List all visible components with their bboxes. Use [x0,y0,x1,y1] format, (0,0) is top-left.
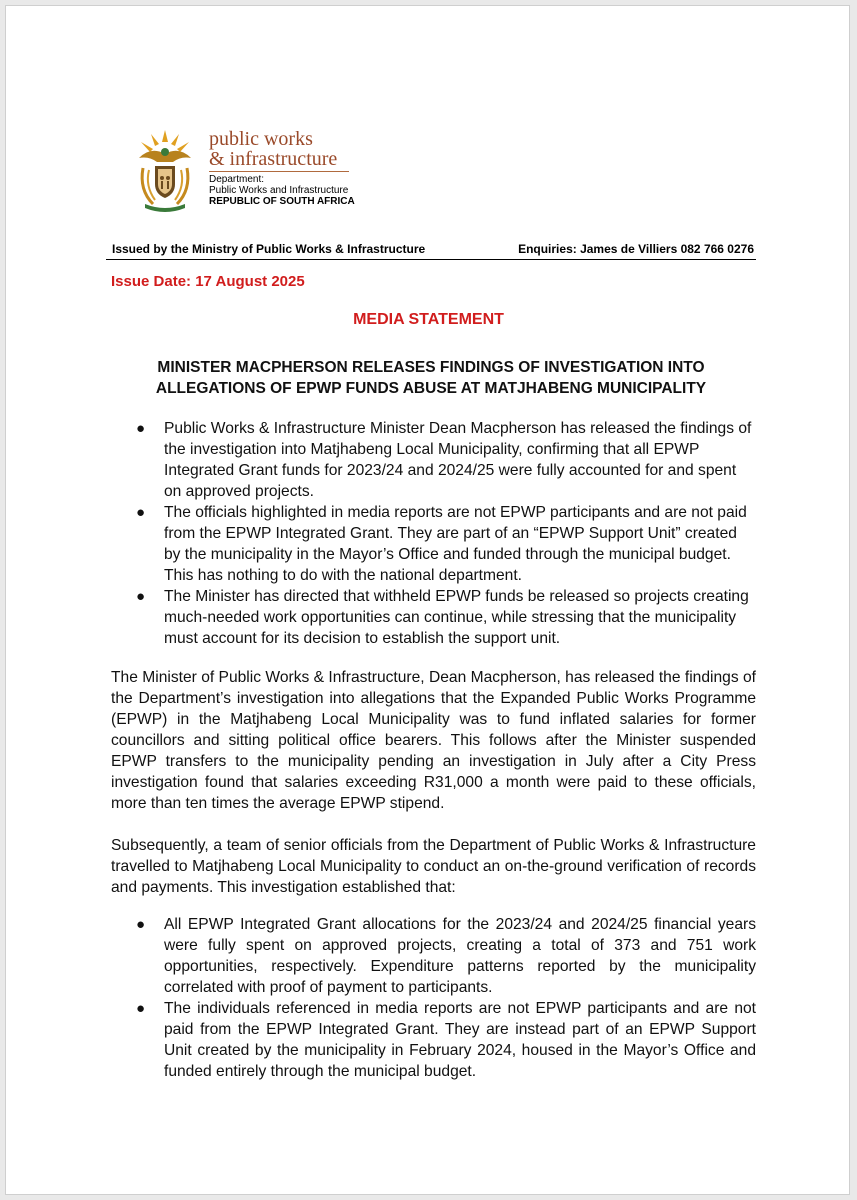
body-paragraph: Subsequently, a team of senior officials from the Department of Public Works & Infrastructure travelled to Matjhabeng Local Municipality to conduct an on-the-ground verification of records and payments. This investigation established that: [111,837,756,896]
bullet-icon: ● [136,420,146,437]
bullet-icon: ● [136,504,146,521]
issue-date: Issue Date: 17 August 2025 [111,273,305,290]
bullet-icon: ● [136,1000,146,1017]
brand-name-line1: public works [209,128,313,150]
issued-by-bar [106,240,756,260]
country-name: REPUBLIC OF SOUTH AFRICA [209,196,355,207]
list-item [111,502,756,586]
department-name: Public Works and Infrastructure [209,185,349,196]
list-item [111,586,756,649]
bullet-icon: ● [136,916,146,933]
media-statement-label: MEDIA STATEMENT [353,311,504,328]
issued-by-text: Issued by the Ministry of Public Works & Infrastructure [112,242,426,256]
list-item [111,914,756,998]
brand-name-line2: & infrastructure [209,148,338,170]
enquiries-text: Enquiries: James de Villiers 082 766 0276 [518,242,754,256]
document-page [5,5,850,1195]
brand-divider [209,171,349,172]
findings-bullets [111,914,756,1082]
bullet-text: All EPWP Integrated Grant allocations for the 2023/24 and 2024/25 financial years were fully spent on approved projects, creating a total of 373 and 751 work opportunities, respectively. Expenditure patterns reported by the municipality correlated with proof of payment to participants. [164,916,756,996]
header-rule [106,259,756,260]
body-paragraph: The Minister of Public Works & Infrastructure, Dean Macpherson, has released the findings of the Department’s investigation into allegations that the Expanded Public Works Programme (EPWP) in the Matjhabeng Local Municipality was to fund inflated salaries for former councillors and sitting political office bearers. This follows after the Minister suspended EPWP transfers to the municipality pending an investigation in July after a City Press investigation found that salaries exceeding R31,000 a month were paid to these officials, more than ten times the average EPWP stipend. [111,669,756,812]
bullet-text: Public Works & Infrastructure Minister Dean Macpherson has released the findings of the investigation into Matjhabeng Local Municipality, confirming that all EPWP Integrated Grant funds for 2023/24 and 2024/25 were fully accounted for and spent on approved projects. [164,420,752,500]
department-label: Department: [209,174,265,185]
department-logo [131,126,391,221]
headline: MINISTER MACPHERSON RELEASES FINDINGS OF INVESTIGATION INTO ALLEGATIONS OF EPWP FUNDS ABUSE AT MATJHABENG MUNICIPALITY [155,359,707,397]
bullet-text: The individuals referenced in media reports are not EPWP participants and are not paid from the EPWP Integrated Grant. They are instead part of an EPWP Support Unit created by the municipality in February 2024, housed in the Mayor’s Office and funded entirely through the municipal budget. [164,1000,756,1080]
bullet-text: The Minister has directed that withheld EPWP funds be released so projects creating much-needed work opportunities can continue, while stressing that the municipality must account for its decision to establish the support unit. [164,588,749,647]
list-item [111,418,756,502]
list-item [111,998,756,1082]
coat-of-arms-icon [131,128,199,214]
bullet-text: The officials highlighted in media reports are not EPWP participants and are not paid from the EPWP Integrated Grant. They are part of an “EPWP Support Unit” created by the municipality in the Mayor’s Office and funded through the municipal budget. This has nothing to do with the national department. [164,504,747,584]
summary-bullets [111,418,756,649]
bullet-icon: ● [136,588,146,605]
